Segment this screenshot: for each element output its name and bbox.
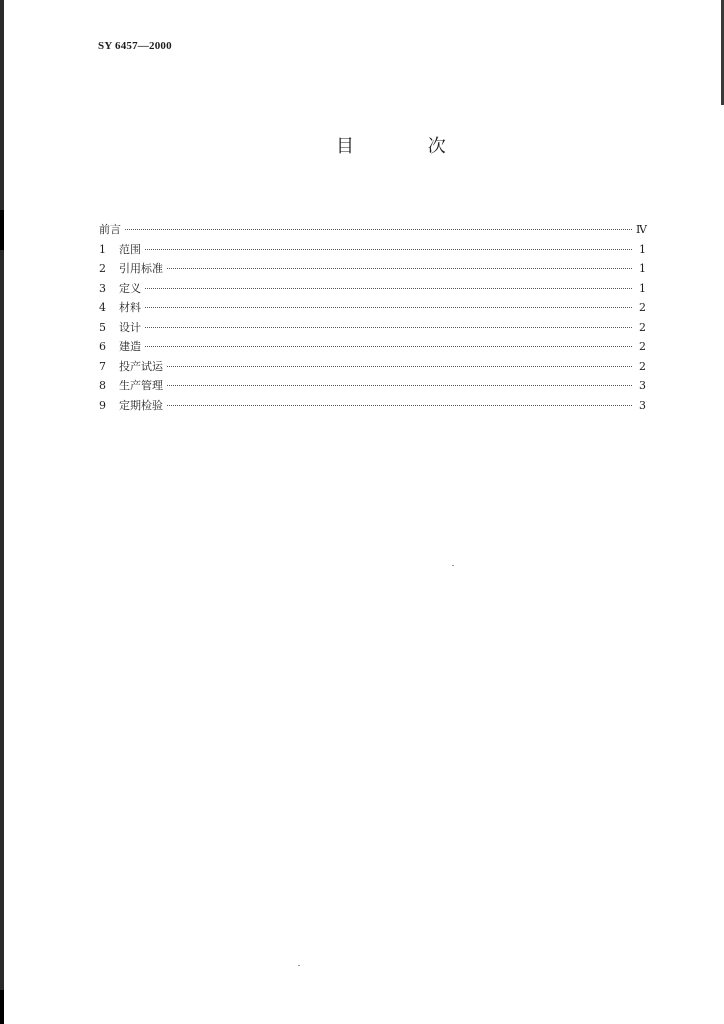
- scan-edge-mark: [0, 990, 4, 1024]
- toc-entry-number: 3: [99, 281, 106, 295]
- toc-dot-leader: [145, 249, 632, 250]
- toc-entry-title: 定期检验: [119, 398, 163, 412]
- toc-entry: [99, 221, 646, 241]
- toc-dot-leader: [145, 307, 632, 308]
- toc-entry-page: 2: [639, 320, 646, 334]
- toc-entry-title: 范围: [119, 242, 141, 256]
- scan-edge-mark: [0, 210, 4, 250]
- toc-entry-number: 4: [99, 301, 106, 314]
- toc-entry: [99, 260, 646, 280]
- toc-dot-leader: [145, 288, 632, 289]
- toc-entry-number: 1: [99, 242, 106, 256]
- toc-dot-leader: [125, 229, 632, 230]
- toc-entry: [99, 377, 646, 397]
- toc-entry: [99, 319, 646, 339]
- toc-dot-leader: [167, 405, 632, 406]
- toc-entry-number: 7: [99, 359, 106, 373]
- toc-entry-title: 前言: [99, 223, 121, 236]
- toc-entry-page: 2: [639, 359, 646, 373]
- toc-entry: [99, 338, 646, 358]
- toc-entry-title: 定义: [119, 281, 141, 295]
- toc-entry-title: 引用标准: [119, 262, 163, 275]
- toc-entry-title: 建造: [119, 340, 141, 353]
- scan-left-edge: [0, 0, 4, 1024]
- toc-entry-title: 生产管理: [119, 379, 163, 392]
- toc-dot-leader: [167, 385, 632, 386]
- toc-entry: [99, 358, 646, 378]
- toc-dot-leader: [145, 346, 632, 347]
- page-title: 目 次: [336, 136, 480, 157]
- toc-entry-number: 6: [99, 340, 106, 353]
- toc-entry-number: 8: [99, 379, 106, 392]
- toc-dot-leader: [145, 327, 632, 328]
- scan-speck: [452, 565, 454, 566]
- standard-code: SY 6457—2000: [98, 40, 172, 52]
- toc-entry: [99, 280, 646, 300]
- toc-entry-page: 2: [639, 340, 646, 353]
- toc-dot-leader: [167, 268, 632, 269]
- toc-entry-page: 1: [639, 242, 646, 256]
- toc-entry-page: 1: [639, 262, 646, 275]
- toc-entry-title: 设计: [119, 320, 141, 334]
- toc-entry-page: Ⅳ: [636, 223, 647, 236]
- toc-dot-leader: [167, 366, 632, 367]
- toc-entry-page: 3: [639, 398, 646, 412]
- scan-speck: [298, 965, 300, 966]
- toc-entry: [99, 299, 646, 319]
- toc-entry-page: 2: [639, 301, 646, 314]
- toc-entry-number: 9: [99, 398, 106, 412]
- toc-entry: [99, 241, 646, 261]
- toc-entry-page: 1: [639, 281, 646, 295]
- table-of-contents: [99, 221, 646, 416]
- toc-entry: [99, 397, 646, 417]
- toc-entry-title: 材料: [119, 301, 141, 314]
- toc-entry-number: 5: [99, 320, 106, 334]
- toc-entry-title: 投产试运: [119, 359, 163, 373]
- toc-entry-page: 3: [639, 379, 646, 392]
- toc-entry-number: 2: [99, 262, 106, 275]
